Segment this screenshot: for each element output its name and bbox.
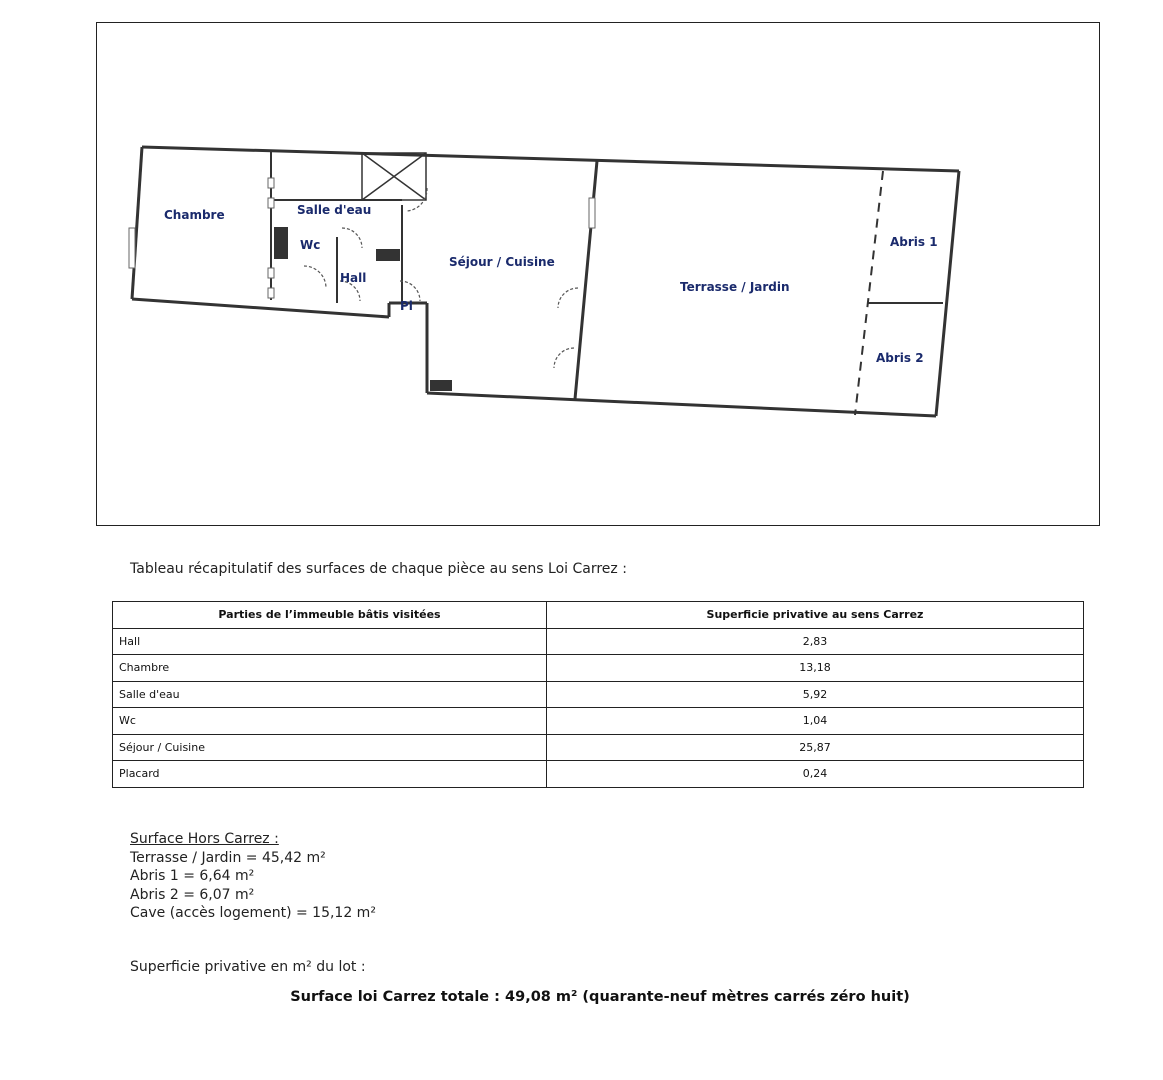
floor-plan-frame [96,22,1100,526]
room-name: Hall [113,628,547,655]
total-surface: Surface loi Carrez totale : 49,08 m² (quarante-neuf mètres carrés zéro huit) [290,989,910,1005]
room-surface: 2,83 [547,628,1084,655]
room-name: Salle d'eau [113,681,547,708]
room-surface: 0,24 [547,761,1084,788]
wall-left [132,147,142,299]
room-name: Wc [113,708,547,735]
room-surface: 13,18 [547,655,1084,682]
hors-carrez-section [130,830,376,923]
table-caption: Tableau récapitulatif des surfaces de chaque pièce au sens Loi Carrez : [130,561,627,577]
hors-carrez-line: Abris 1 = 6,64 m² [130,868,255,884]
label-pl: Pl [400,299,413,313]
table-row [113,734,1084,761]
surface-table [112,601,1084,788]
column-header-surface: Superficie privative au sens Carrez [547,602,1084,629]
column-header-rooms: Parties de l’immeuble bâtis visitées [113,602,547,629]
table-row [113,761,1084,788]
table-row [113,655,1084,682]
room-name: Séjour / Cuisine [113,734,547,761]
table-row [113,628,1084,655]
table-header-row [113,602,1084,629]
label-chambre: Chambre [164,208,225,222]
hors-carrez-line: Terrasse / Jardin = 45,42 m² [130,849,326,866]
hors-carrez-line: Cave (accès logement) = 15,12 m² [130,905,376,921]
room-surface: 1,04 [547,708,1084,735]
wall-bottom-left [132,299,389,317]
label-wc: Wc [300,238,321,252]
label-abris2: Abris 2 [876,351,924,365]
label-hall: Hall [340,271,367,285]
room-name: Placard [113,761,547,788]
lot-label: Superficie privative en m² du lot : [130,959,366,975]
wall-top [142,147,959,171]
room-surface: 25,87 [547,734,1084,761]
label-salle-eau: Salle d'eau [297,203,372,217]
label-abris1: Abris 1 [890,235,938,249]
hors-carrez-title: Surface Hors Carrez : [130,831,279,847]
label-terrasse: Terrasse / Jardin [680,280,790,294]
wall-bottom-right [427,393,936,416]
table-row [113,681,1084,708]
room-name: Chambre [113,655,547,682]
wall-right [936,171,959,416]
label-sejour: Séjour / Cuisine [449,255,555,269]
table-row [113,708,1084,735]
floor-plan [97,23,1098,524]
room-surface: 5,92 [547,681,1084,708]
hors-carrez-line: Abris 2 = 6,07 m² [130,886,255,903]
